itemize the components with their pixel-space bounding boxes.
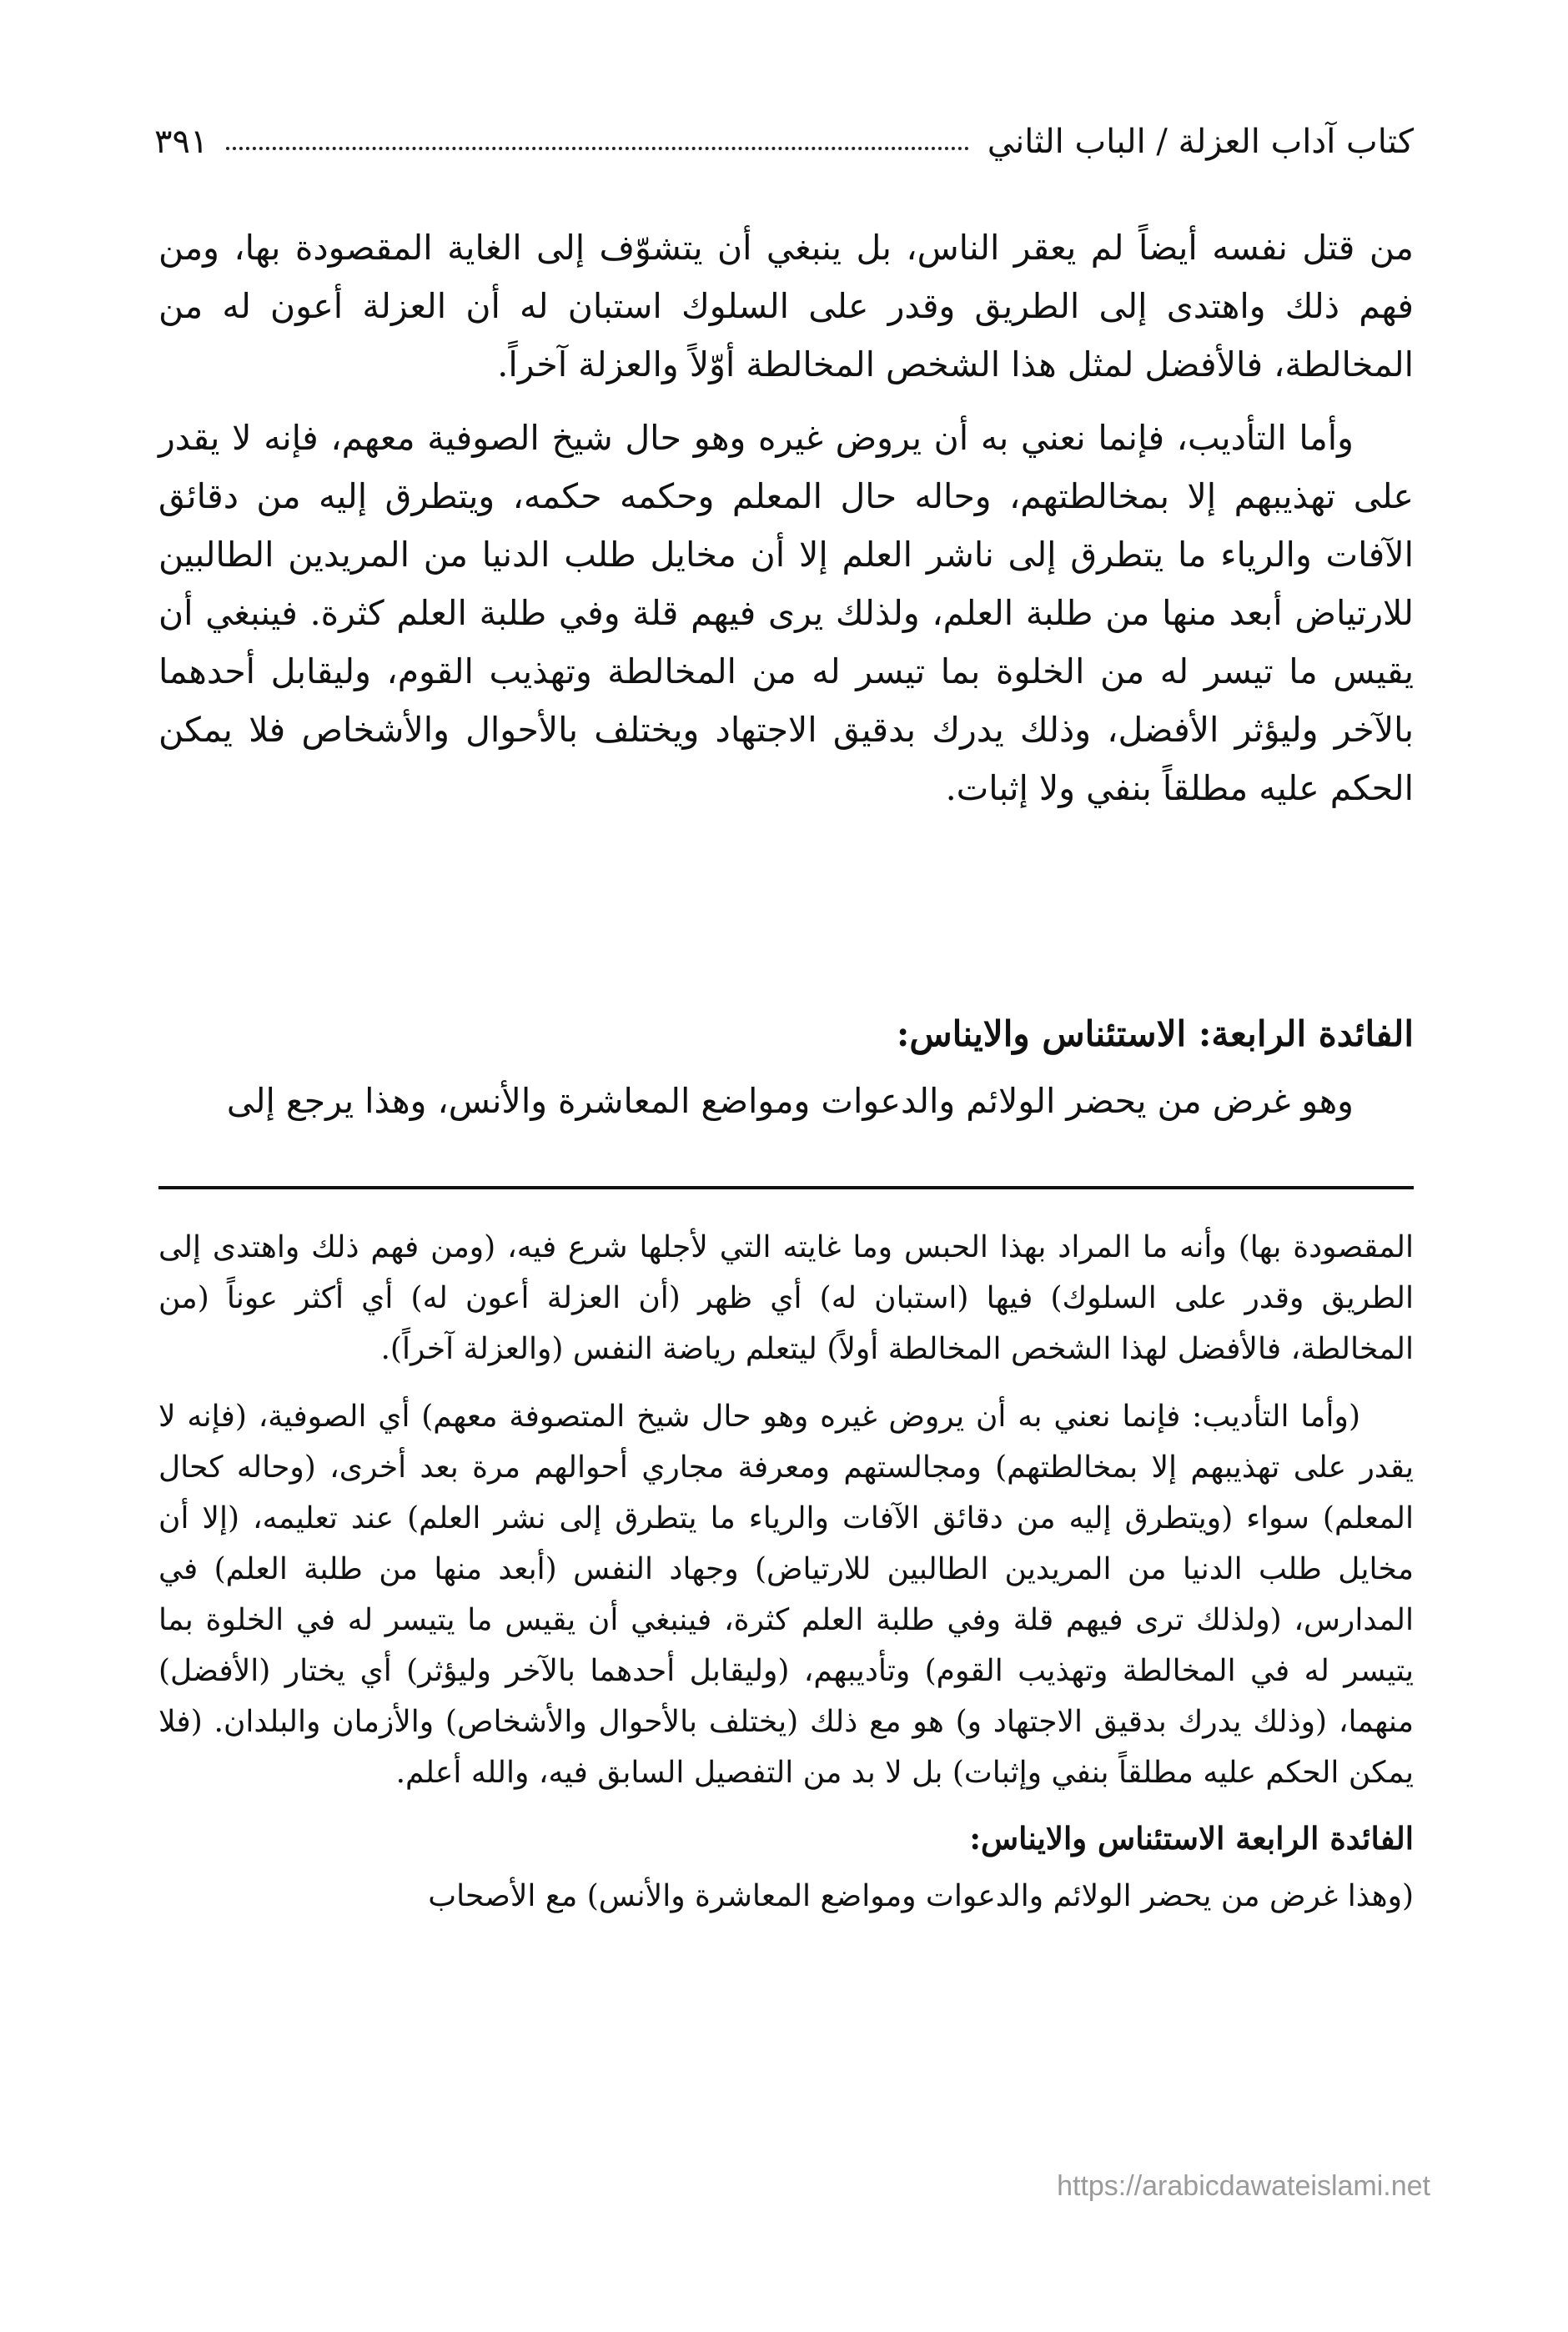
header-dot-leader [226,147,968,150]
section-heading: الفائدة الرابعة: الاستئناس والايناس: [896,1013,1414,1054]
commentary-paragraph: المقصودة بها) وأنه ما المراد بهذا الحبس وما غايته التي لأجلها شرع فيه، (ومن فهم ذلك واهتدى إلى الطريق وقدر على السلوك) فيها (استبان له) أي ظهر (أن العزلة أعون له) أي أكثر عوناً (من المخالطة، فالأفضل لهذا الشخص المخالطة أولاً) ليتعلم رياضة النفس (والعزلة آخراً). [158,1230,1414,1366]
main-paragraph: من قتل نفسه أيضاً لم يعقر الناس، بل ينبغي أن يتشوّف إلى الغاية المقصودة بها، ومن فهم ذلك واهتدى إلى الطريق وقدر على السلوك استبان له أن العزلة أعون له من المخالطة، فالأفضل لمثل هذا الشخص المخالطة أوّلاً والعزلة آخراً. [158,228,1414,384]
commentary-paragraph: (وأما التأديب: فإنما نعني به أن يروض غيره وهو حال شيخ المتصوفة معهم) أي الصوفية، (فإنه لا يقدر على تهذيبهم إلا بمخالطتهم) ومجالستهم ومعرفة مجاري أحوالهم مرة بعد أخرى، (وحاله كحال المعلم) سواء (ويتطرق إليه من دقائق الآفات والرياء ما يتطرق إلى نشر العلم) عند تعليمه، (إلا أن مخايل طلب الدنيا من المريدين الطالبين للارتياض) وجهاد النفس (أبعد منها من طلبة العلم) في المدارس، (ولذلك ترى فيهم قلة وفي طلبة العلم كثرة، فينبغي أن يقيس ما يتيسر له في الخلوة بما يتيسر له في المخالطة وتهذيب القوم) وتأديبهم، (وليقابل أحدهما بالآخر وليؤثر) أي يختار (الأفضل) منهما، (وذلك يدرك بدقيق الاجتهاد و) هو مع ذلك (يختلف بالأحوال والأشخاص) والأزمان والبلدان. (فلا يمكن الحكم عليه مطلقاً بنفي وإثبات) بل لا بد من التفصيل السابق فيه، والله أعلم. [158,1400,1414,1790]
page-number: ٣٩١ [154,123,209,161]
watermark-url: https://arabicdawateislami.net [1057,2170,1430,2202]
commentary-heading: الفائدة الرابعة الاستئناس والايناس: [969,1820,1414,1857]
section-paragraph: وهو غرض من يحضر الولائم والدعوات ومواضع المعاشرة والأنس، وهذا يرجع إلى [226,1081,1354,1121]
commentary-text [158,1222,1414,1922]
main-paragraph: وأما التأديب، فإنما نعني به أن يروض غيره وهو حال شيخ الصوفية معهم، فإنه لا يقدر على تهذيبهم إلا بمخالطتهم، وحاله حال المعلم وحكمه حكمه، ويتطرق إليه من دقائق الآفات والرياء ما يتطرق إلى ناشر العلم إلا أن مخايل طلب الدنيا من المريدين الطالبين للارتياض أبعد منها من طلبة العلم، ولذلك يرى فيهم قلة وفي طلبة العلم كثرة. فينبغي أن يقيس ما تيسر له من الخلوة بما تيسر له من المخالطة وتهذيب القوم، وليقابل أحدهما بالآخر وليؤثر الأفضل، وذلك يدرك بدقيق الاجتهاد ويختلف بالأحوال والأشخاص فلا يمكن الحكم عليه مطلقاً بنفي ولا إثبات. [158,418,1414,808]
main-text [158,219,1414,817]
footnote-divider [158,1186,1414,1189]
header-title: كتاب آداب العزلة / الباب الثاني [987,123,1414,161]
commentary-paragraph: (وهذا غرض من يحضر الولائم والدعوات ومواضع المعاشرة والأنس) مع الأصحاب [428,1879,1414,1913]
running-header [154,108,1414,175]
